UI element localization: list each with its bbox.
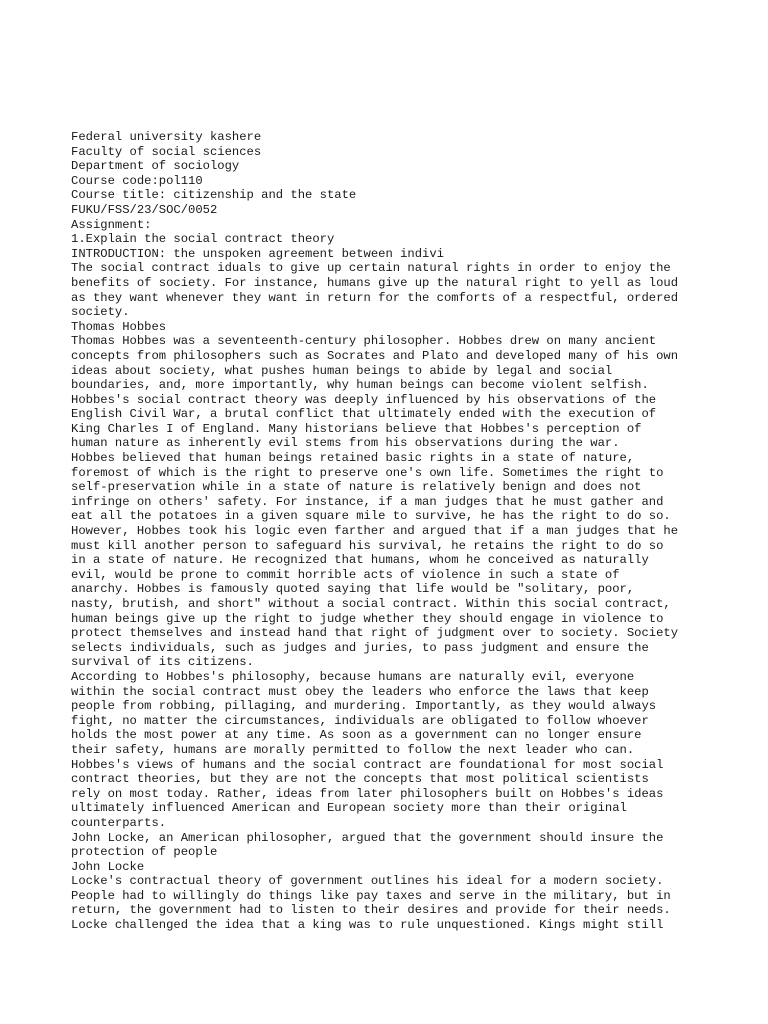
text-line: boundaries, and, more importantly, why human beings can become violent selfish. (71, 378, 649, 393)
text-line: must kill another person to safeguard his survival, he retains the right to do so (71, 538, 664, 553)
text-line: The social contract iduals to give up certain natural rights in order to enjoy the (71, 261, 671, 276)
text-line: However, Hobbes took his logic even farther and argued that if a man judges that he (71, 524, 679, 539)
text-line: 1.Explain the social contract theory (71, 232, 335, 247)
text-line: English Civil War, a brutal conflict that ultimately ended with the execution of (71, 407, 657, 422)
text-line: Course code:pol110 (71, 173, 203, 188)
text-line: Hobbes's social contract theory was deeply influenced by his observations of the (71, 392, 657, 407)
text-line: contract theories, but they are not the concepts that most political scientists (71, 772, 649, 787)
text-line: protection of people (71, 845, 218, 860)
text-line: evil, would be prone to commit horrible acts of violence in such a state of (71, 567, 620, 582)
text-line: within the social contract must obey the leaders who enforce the laws that keep (71, 684, 649, 699)
text-line: FUKU/FSS/23/SOC/0052 (71, 202, 218, 217)
text-line: John Locke (71, 859, 145, 874)
document-body (71, 130, 711, 933)
text-line: in a state of nature. He recognized that humans, whom he conceived as naturally (71, 553, 649, 568)
text-line: John Locke, an American philosopher, argued that the government should insure the (71, 830, 664, 845)
text-line: King Charles I of England. Many historians believe that Hobbes's perception of (71, 421, 642, 436)
text-line: holds the most power at any time. As soon as a government can no longer ensure (71, 728, 642, 743)
text-line: Thomas Hobbes was a seventeenth-century philosopher. Hobbes drew on many ancient (71, 334, 657, 349)
text-line: human nature as inherently evil stems from his observations during the war. (71, 436, 620, 451)
text-line: Federal university kashere (71, 130, 262, 144)
text-line: infringe on others' safety. For instance, if a man judges that he must gather and (71, 494, 664, 509)
text-line: ideas about society, what pushes human beings to abide by legal and social (71, 363, 613, 378)
text-line: society. (71, 305, 130, 320)
text-line: selects individuals, such as judges and juries, to pass judgment and ensure the (71, 640, 649, 655)
text-line: eat all the potatoes in a given square mile to survive, he has the right to do so. (71, 509, 671, 524)
text-line: Thomas Hobbes (71, 319, 167, 334)
text-line: Assignment: (71, 217, 152, 232)
text-line: protect themselves and instead hand that right of judgment over to society. Society (71, 626, 679, 641)
text-line: people from robbing, pillaging, and murdering. Importantly, as they would always (71, 699, 657, 714)
text-line: concepts from philosophers such as Socrates and Plato and developed many of his own (71, 348, 679, 363)
text-line: Locke's contractual theory of government outlines his ideal for a modern society. (71, 874, 664, 889)
text-line: foremost of which is the right to preserve one's own life. Sometimes the right to (71, 465, 664, 480)
text-line: as they want whenever they want in return for the comforts of a respectful, ordered (71, 290, 679, 305)
text-line: Department of sociology (71, 159, 240, 174)
text-line: nasty, brutish, and short" without a social contract. Within this social contract, (71, 597, 671, 611)
text-line: Course title: citizenship and the state (71, 188, 357, 203)
text-line: According to Hobbes's philosophy, because humans are naturally evil, everyone (71, 669, 635, 684)
text-line: People had to willingly do things like pay taxes and serve in the military, but in (71, 888, 671, 903)
text-line: rely on most today. Rather, ideas from later philosophers built on Hobbes's ideas (71, 786, 664, 801)
text-line: their safety, humans are morally permitted to follow the next leader who can. (71, 742, 635, 757)
text-line: survival of its citizens. (71, 655, 254, 670)
text-line: self-preservation while in a state of nature is relatively benign and does not (71, 480, 642, 495)
text-line: ultimately influenced American and European society more than their original (71, 801, 627, 816)
text-line: Locke challenged the idea that a king was to rule unquestioned. Kings might still (71, 918, 664, 933)
text-line: anarchy. Hobbes is famously quoted saying that life would be "solitary, poor, (71, 582, 635, 597)
text-line: benefits of society. For instance, humans give up the natural right to yell as loud (71, 275, 679, 290)
text-line: INTRODUCTION: the unspoken agreement between indivi (71, 246, 444, 261)
text-line: return, the government had to listen to their desires and provide for their needs. (71, 903, 671, 918)
text-line: counterparts. (71, 815, 167, 830)
text-line: Hobbes's views of humans and the social contract are foundational for most social (71, 757, 664, 772)
text-line: Faculty of social sciences (71, 144, 262, 159)
text-line: Hobbes believed that human beings retained basic rights in a state of nature, (71, 451, 635, 466)
text-line: human beings give up the right to judge whether they should engage in violence to (71, 611, 664, 626)
text-line: fight, no matter the circumstances, individuals are obligated to follow whoever (71, 713, 649, 728)
